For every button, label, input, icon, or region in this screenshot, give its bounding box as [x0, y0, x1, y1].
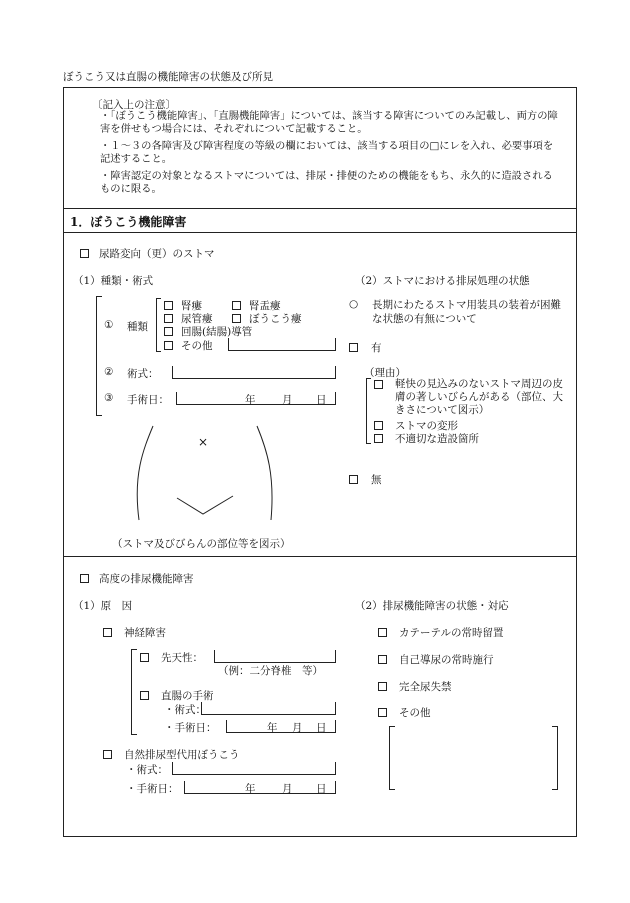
no-label: 無: [371, 474, 382, 486]
reason-0: [374, 378, 574, 417]
surgery-field[interactable]: [172, 366, 336, 379]
section2-heading: [80, 571, 194, 586]
rectal-date-day: 日: [316, 722, 327, 734]
natural-checkbox[interactable]: [103, 750, 112, 759]
date-month: 月: [282, 394, 293, 406]
yes-label: 有: [371, 342, 382, 354]
other-bracket-left[interactable]: [389, 726, 395, 790]
natural-label: 自然排尿型代用ぼうこう: [124, 749, 240, 761]
congenital-label: 先天性：: [161, 652, 203, 664]
section2-checkbox[interactable]: [80, 574, 89, 583]
natural-date-label: ・手術日：: [126, 783, 179, 795]
rectal-date-label: ・手術日：: [164, 722, 217, 734]
date-year: 年: [245, 394, 256, 406]
rectal-label: 直腸の手術: [161, 690, 214, 702]
date-field[interactable]: [176, 392, 336, 405]
rectal-surgery-field[interactable]: [201, 702, 336, 715]
kind-other-field[interactable]: [228, 338, 336, 351]
divider-notes: [63, 208, 577, 209]
natural-date-field[interactable]: [184, 781, 336, 794]
col1-heading: （1）種類・術式: [73, 275, 154, 287]
rectal-date-year: 年: [267, 722, 278, 734]
state-checkbox-0[interactable]: [378, 628, 387, 637]
divider-section1-title: [63, 232, 577, 233]
kind-option-label-1: 腎盂瘻: [249, 300, 281, 312]
kind-checkbox-2[interactable]: [164, 314, 173, 323]
date-label: 手術日：: [127, 394, 169, 406]
state-checkbox-3[interactable]: [378, 708, 387, 717]
congenital-checkbox[interactable]: [140, 653, 149, 662]
surgery-label: 術式：: [127, 368, 159, 380]
rectal-option: [140, 688, 214, 703]
neuro-bracket: [131, 649, 137, 735]
reason-bracket: [366, 378, 371, 444]
note-item-1: ・「ぼうこう機能障害」、「直腸機能障害」については、該当する障害についてのみ記載し、両方の障害を併せもつ場合には、それぞれについて記載すること。: [100, 110, 558, 135]
neuro-checkbox[interactable]: [103, 628, 112, 637]
kind-checkbox-0[interactable]: [164, 301, 173, 310]
natural-surgery-field[interactable]: [172, 762, 336, 775]
state-heading: （2）排尿機能障害の状態・対応: [355, 600, 509, 612]
natural-option: [103, 747, 240, 762]
natural-date-month: 月: [282, 783, 293, 795]
stoma-checkbox[interactable]: [80, 249, 89, 258]
note-item-2: ・１～３の各障害及び障害程度の等級の欄においては、該当する項目の□にレを入れ、必要事項を記述すること。: [100, 140, 554, 165]
natural-date-year: 年: [245, 783, 256, 795]
reason-checkbox-0[interactable]: [374, 380, 383, 389]
rectal-checkbox[interactable]: [140, 691, 149, 700]
yes-option: [349, 340, 382, 355]
state-checkbox-1[interactable]: [378, 655, 387, 664]
stoma-heading: [80, 246, 215, 261]
kind-option-label-2: 尿管瘻: [181, 313, 213, 325]
reason-checkbox-1[interactable]: [374, 421, 383, 430]
neuro-option: [103, 625, 166, 640]
note-item-3: ・障害認定の対象となるストマについては、排尿・排便のための機能をもち、永久的に造設されるものに限る。: [100, 170, 553, 195]
state-option-0: [378, 625, 503, 640]
divider-section2: [63, 556, 577, 557]
natural-surgery-label: ・術式：: [126, 764, 168, 776]
kind-option-label-3: ぼうこう瘻: [249, 313, 302, 325]
kind-checkbox-1[interactable]: [232, 301, 241, 310]
state-label-3: その他: [399, 707, 431, 719]
surgery-num: ②: [104, 366, 114, 378]
kind-option-label-5: その他: [181, 340, 213, 352]
neuro-label: 神経障害: [124, 627, 166, 639]
stoma-heading-label: 尿路変向（更）のストマ: [99, 248, 215, 260]
no-checkbox[interactable]: [349, 475, 358, 484]
state-label-0: カテーテルの常時留置: [399, 627, 504, 639]
kind-num: ①: [104, 319, 114, 331]
kind-checkbox-3[interactable]: [232, 314, 241, 323]
state-option-1: [378, 652, 494, 667]
cause-heading: （1）原 因: [73, 600, 133, 612]
reason-2: [374, 431, 479, 446]
state-label-1: 自己導尿の常時施行: [399, 654, 494, 666]
col2-heading: （2）ストマにおける排尿処理の状態: [355, 275, 530, 287]
congenital-option: [140, 650, 203, 665]
date-day: 日: [316, 394, 327, 406]
reason-label-0: 軽快の見込みのないストマ周辺の皮膚の著しいびらんがある（部位、大きさについて図示）: [395, 378, 563, 416]
reason-checkbox-2[interactable]: [374, 434, 383, 443]
kind-option-label-0: 腎瘻: [181, 300, 202, 312]
date-num: ③: [104, 392, 114, 404]
no-option: [349, 472, 382, 487]
congenital-field[interactable]: [214, 650, 336, 663]
notes-heading: 〔記入上の注意〕: [92, 99, 176, 111]
other-bracket-right: [552, 726, 558, 790]
col1-bracket: [96, 296, 102, 416]
kind-option-5: [164, 338, 213, 353]
state-option-2: [378, 679, 452, 694]
congenital-example: （例：二分脊椎 等）: [218, 665, 323, 677]
state-label-2: 完全尿失禁: [399, 681, 452, 693]
kind-checkbox-4[interactable]: [164, 327, 173, 336]
page-title: ぼうこう又は直腸の機能障害の状態及び所見: [63, 71, 273, 83]
section2-heading-label: 高度の排尿機能障害: [99, 573, 194, 585]
diagram-caption: （ストマ及びびらんの部位等を図示）: [112, 538, 291, 550]
yes-checkbox[interactable]: [349, 343, 358, 352]
kind-checkbox-5[interactable]: [164, 341, 173, 350]
kind-option-4: [164, 324, 252, 339]
natural-date-day: 日: [316, 783, 327, 795]
rectal-date-month: 月: [292, 722, 303, 734]
long-term-question: 長期にわたるストマ用装具の装着が困難な状態の有無について: [372, 299, 561, 325]
state-checkbox-2[interactable]: [378, 682, 387, 691]
reason-label: （理由）: [364, 367, 406, 379]
kind-option-label-4: 回腸(結腸)導管: [181, 326, 253, 338]
state-option-3: [378, 705, 431, 720]
rectal-surgery-label: ・術式：: [164, 704, 206, 716]
kind-bracket: [156, 298, 161, 352]
diagram-mark: ×: [198, 435, 209, 449]
kind-label: 種類: [127, 321, 148, 333]
reason-label-2: 不適切な造設箇所: [395, 433, 479, 445]
reason-label-1: ストマの変形: [395, 420, 458, 432]
section1-title: 1．ぼうこう機能障害: [70, 215, 187, 229]
long-term-bullet: ○: [349, 298, 359, 310]
